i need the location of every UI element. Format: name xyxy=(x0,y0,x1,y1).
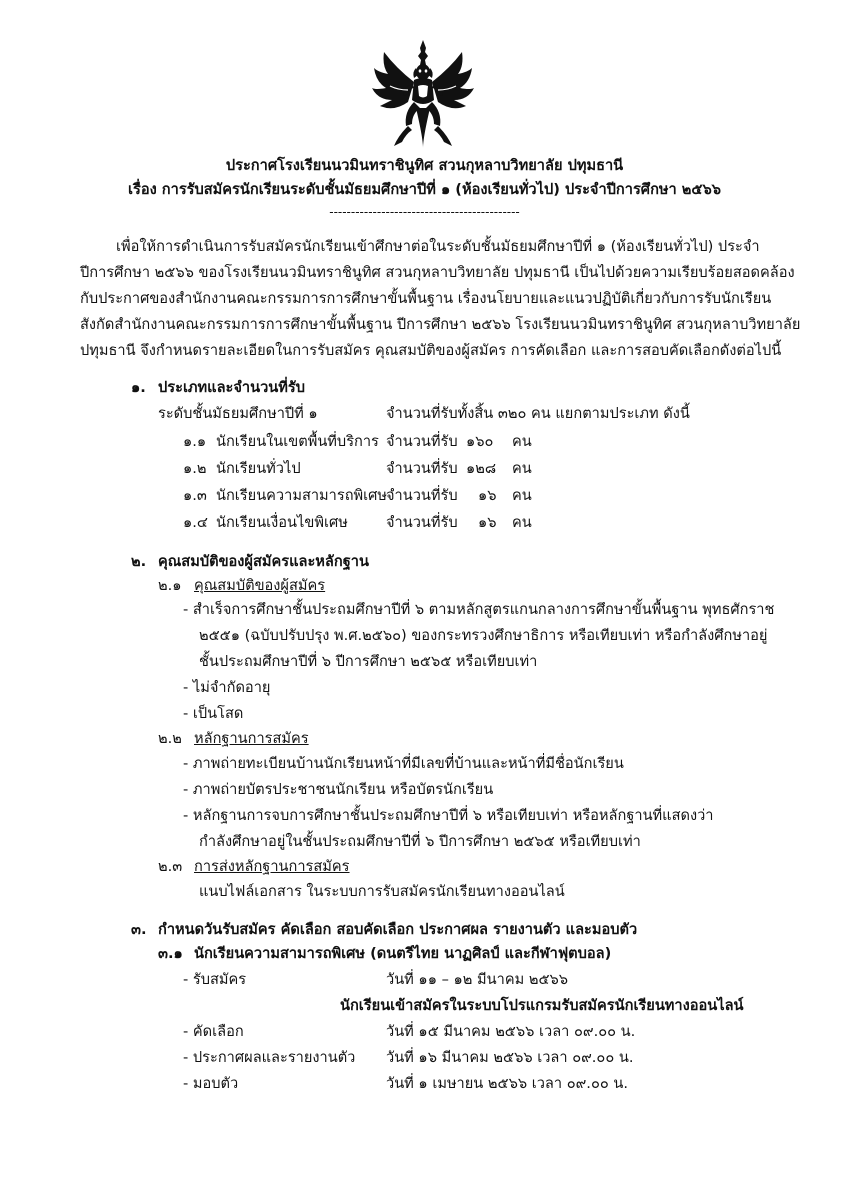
quota-row-no: ๑.๓ xyxy=(183,487,207,504)
qualification-item: ชั้นประถมศึกษาปีที่ ๖ ปีการศึกษา ๒๕๖๕ หรือเทียบเท่า xyxy=(199,653,538,670)
section1-total: จำนวนที่รับทั้งสิ้น ๓๒๐ คน แยกตามประเภท ดังนี้ xyxy=(386,405,690,422)
submission-text: แนบไฟล์เอกสาร ในระบบการรับสมัครนักเรียนทางออนไลน์ xyxy=(199,883,565,900)
subsection-title: นักเรียนความสามารถพิเศษ (ดนตรีไทย นาฏศิลป์ และกีฬาฟุตบอล) xyxy=(194,945,612,962)
schedule-label: - คัดเลือก xyxy=(183,1023,244,1040)
intro-line: สังกัดสำนักงานคณะกรรมการการศึกษาขั้นพื้นฐาน ปีการศึกษา ๒๕๖๖ โรงเรียนนวมินทราชินูทิศ สวนกุหลาบวิทยาลัย xyxy=(80,316,801,333)
intro-line: เพื่อให้การดำเนินการรับสมัครนักเรียนเข้าศึกษาต่อในระดับชั้นมัธยมศึกษาปีที่ ๑ (ห้องเรียนทั่วไป) ประจำ xyxy=(116,238,760,255)
quota-row-unit: คน xyxy=(512,514,532,531)
quota-row-type: นักเรียนเงื่อนไขพิเศษ xyxy=(216,514,348,531)
header-separator: -------------------------------------------- xyxy=(329,205,520,219)
schedule-label: - ประกาศผลและรายงานตัว xyxy=(183,1049,356,1066)
section1-level-label: ระดับชั้นมัธยมศึกษาปีที่ ๑ xyxy=(158,405,318,422)
schedule-label: - รับสมัคร xyxy=(183,971,247,988)
quota-row-count: ๑๖๐ xyxy=(466,433,494,450)
section1-number: ๑. xyxy=(131,379,146,396)
evidence-item: กำลังศึกษาอยู่ในชั้นประถมศึกษาปีที่ ๖ ปีการศึกษา ๒๕๖๕ หรือเทียบเท่า xyxy=(199,833,641,850)
section3-title: กำหนดวันรับสมัคร คัดเลือก สอบคัดเลือก ประกาศผล รายงานตัว และมอบตัว xyxy=(158,921,638,938)
schedule-date: วันที่ ๑ เมษายน ๒๕๖๖ เวลา ๐๙.๐๐ น. xyxy=(386,1075,629,1092)
schedule-date: วันที่ ๑๕ มีนาคม ๒๕๖๖ เวลา ๐๙.๐๐ น. xyxy=(386,1023,636,1040)
quota-row-label: จำนวนที่รับ xyxy=(386,460,458,477)
subsection-number: ๒.๑ xyxy=(158,577,182,594)
intro-line: กับประกาศของสำนักงานคณะกรรมการการศึกษาขั้นพื้นฐาน เรื่องนโยบายและแนวปฏิบัติเกี่ยวกับการรับนักเรียน xyxy=(80,290,772,307)
evidence-item: - ภาพถ่ายทะเบียนบ้านนักเรียนหน้าที่มีเลขที่บ้านและหน้าที่มีชื่อนักเรียน xyxy=(183,755,624,772)
schedule-date: วันที่ ๑๑ – ๑๒ มีนาคม ๒๕๖๖ xyxy=(386,971,569,988)
subsection-number: ๓.๑ xyxy=(158,945,183,962)
quota-row-count: ๑๖ xyxy=(478,487,497,504)
quota-row-unit: คน xyxy=(512,487,532,504)
quota-row-no: ๑.๑ xyxy=(183,433,207,450)
intro-line: ปทุมธานี จึงกำหนดรายละเอียดในการรับสมัคร คุณสมบัติของผู้สมัคร การคัดเลือก และการสอบคัดเลือกดังต่อไปนี้ xyxy=(80,342,782,359)
evidence-item: - หลักฐานการจบการศึกษาชั้นประถมศึกษาปีที่ ๖ หรือเทียบเท่า หรือหลักฐานที่แสดงว่า xyxy=(183,807,714,824)
quota-row-type: นักเรียนความสามารถพิเศษ xyxy=(216,487,388,504)
qualification-item: - สำเร็จการศึกษาชั้นประถมศึกษาปีที่ ๖ ตามหลักสูตรแกนกลางการศึกษาขั้นพื้นฐาน พุทธศักราช xyxy=(183,601,775,618)
quota-row-count: ๑๒๘ xyxy=(466,460,497,477)
qualification-item: - เป็นโสด xyxy=(183,705,244,722)
quota-row-no: ๑.๔ xyxy=(183,514,208,531)
quota-row-no: ๑.๒ xyxy=(183,460,207,477)
quota-row-type: นักเรียนทั่วไป xyxy=(216,460,301,477)
subsection-title: การส่งหลักฐานการสมัคร xyxy=(194,858,350,875)
garuda-emblem-icon xyxy=(368,38,478,150)
quota-row-type: นักเรียนในเขตพื้นที่บริการ xyxy=(216,433,379,450)
online-registration-note: นักเรียนเข้าสมัครในระบบโปรแกรมรับสมัครนักเรียนทางออนไลน์ xyxy=(340,997,744,1014)
section2-title: คุณสมบัติของผู้สมัครและหลักฐาน xyxy=(158,553,369,570)
section2-number: ๒. xyxy=(131,553,147,570)
section1-title: ประเภทและจำนวนที่รับ xyxy=(158,379,305,396)
qualification-item: - ไม่จำกัดอายุ xyxy=(183,679,271,696)
quota-row-unit: คน xyxy=(512,433,532,450)
schedule-label: - มอบตัว xyxy=(183,1075,239,1092)
evidence-item: - ภาพถ่ายบัตรประชาชนนักเรียน หรือบัตรนักเรียน xyxy=(183,781,494,798)
quota-row-unit: คน xyxy=(512,460,532,477)
section3-number: ๓. xyxy=(131,921,147,938)
subsection-title: หลักฐานการสมัคร xyxy=(194,730,309,747)
subsection-title: คุณสมบัติของผู้สมัคร xyxy=(194,577,326,594)
quota-row-label: จำนวนที่รับ xyxy=(386,514,458,531)
quota-row-label: จำนวนที่รับ xyxy=(386,433,458,450)
intro-line: ปีการศึกษา ๒๕๖๖ ของโรงเรียนนวมินทราชินูทิศ สวนกุหลาบวิทยาลัย ปทุมธานี เป็นไปด้วยความเรียบร้อยสอดคล้อง xyxy=(80,264,795,281)
schedule-date: วันที่ ๑๖ มีนาคม ๒๕๖๖ เวลา ๐๙.๐๐ น. xyxy=(386,1049,634,1066)
quota-row-label: จำนวนที่รับ xyxy=(386,487,458,504)
quota-row-count: ๑๖ xyxy=(478,514,497,531)
announcement-subject: เรื่อง การรับสมัครนักเรียนระดับชั้นมัธยมศึกษาปีที่ ๑ (ห้องเรียนทั่วไป) ประจำปีการศึกษา ๒๕๖๖ xyxy=(128,181,721,198)
subsection-number: ๒.๒ xyxy=(158,730,182,747)
qualification-item: ๒๕๕๑ (ฉบับปรับปรุง พ.ศ.๒๕๖๐) ของกระทรวงศึกษาธิการ หรือเทียบเท่า หรือกำลังศึกษาอยู่ xyxy=(199,627,768,644)
announcement-title: ประกาศโรงเรียนนวมินทราชินูทิศ สวนกุหลาบวิทยาลัย ปทุมธานี xyxy=(225,157,624,174)
subsection-number: ๒.๓ xyxy=(158,858,183,875)
